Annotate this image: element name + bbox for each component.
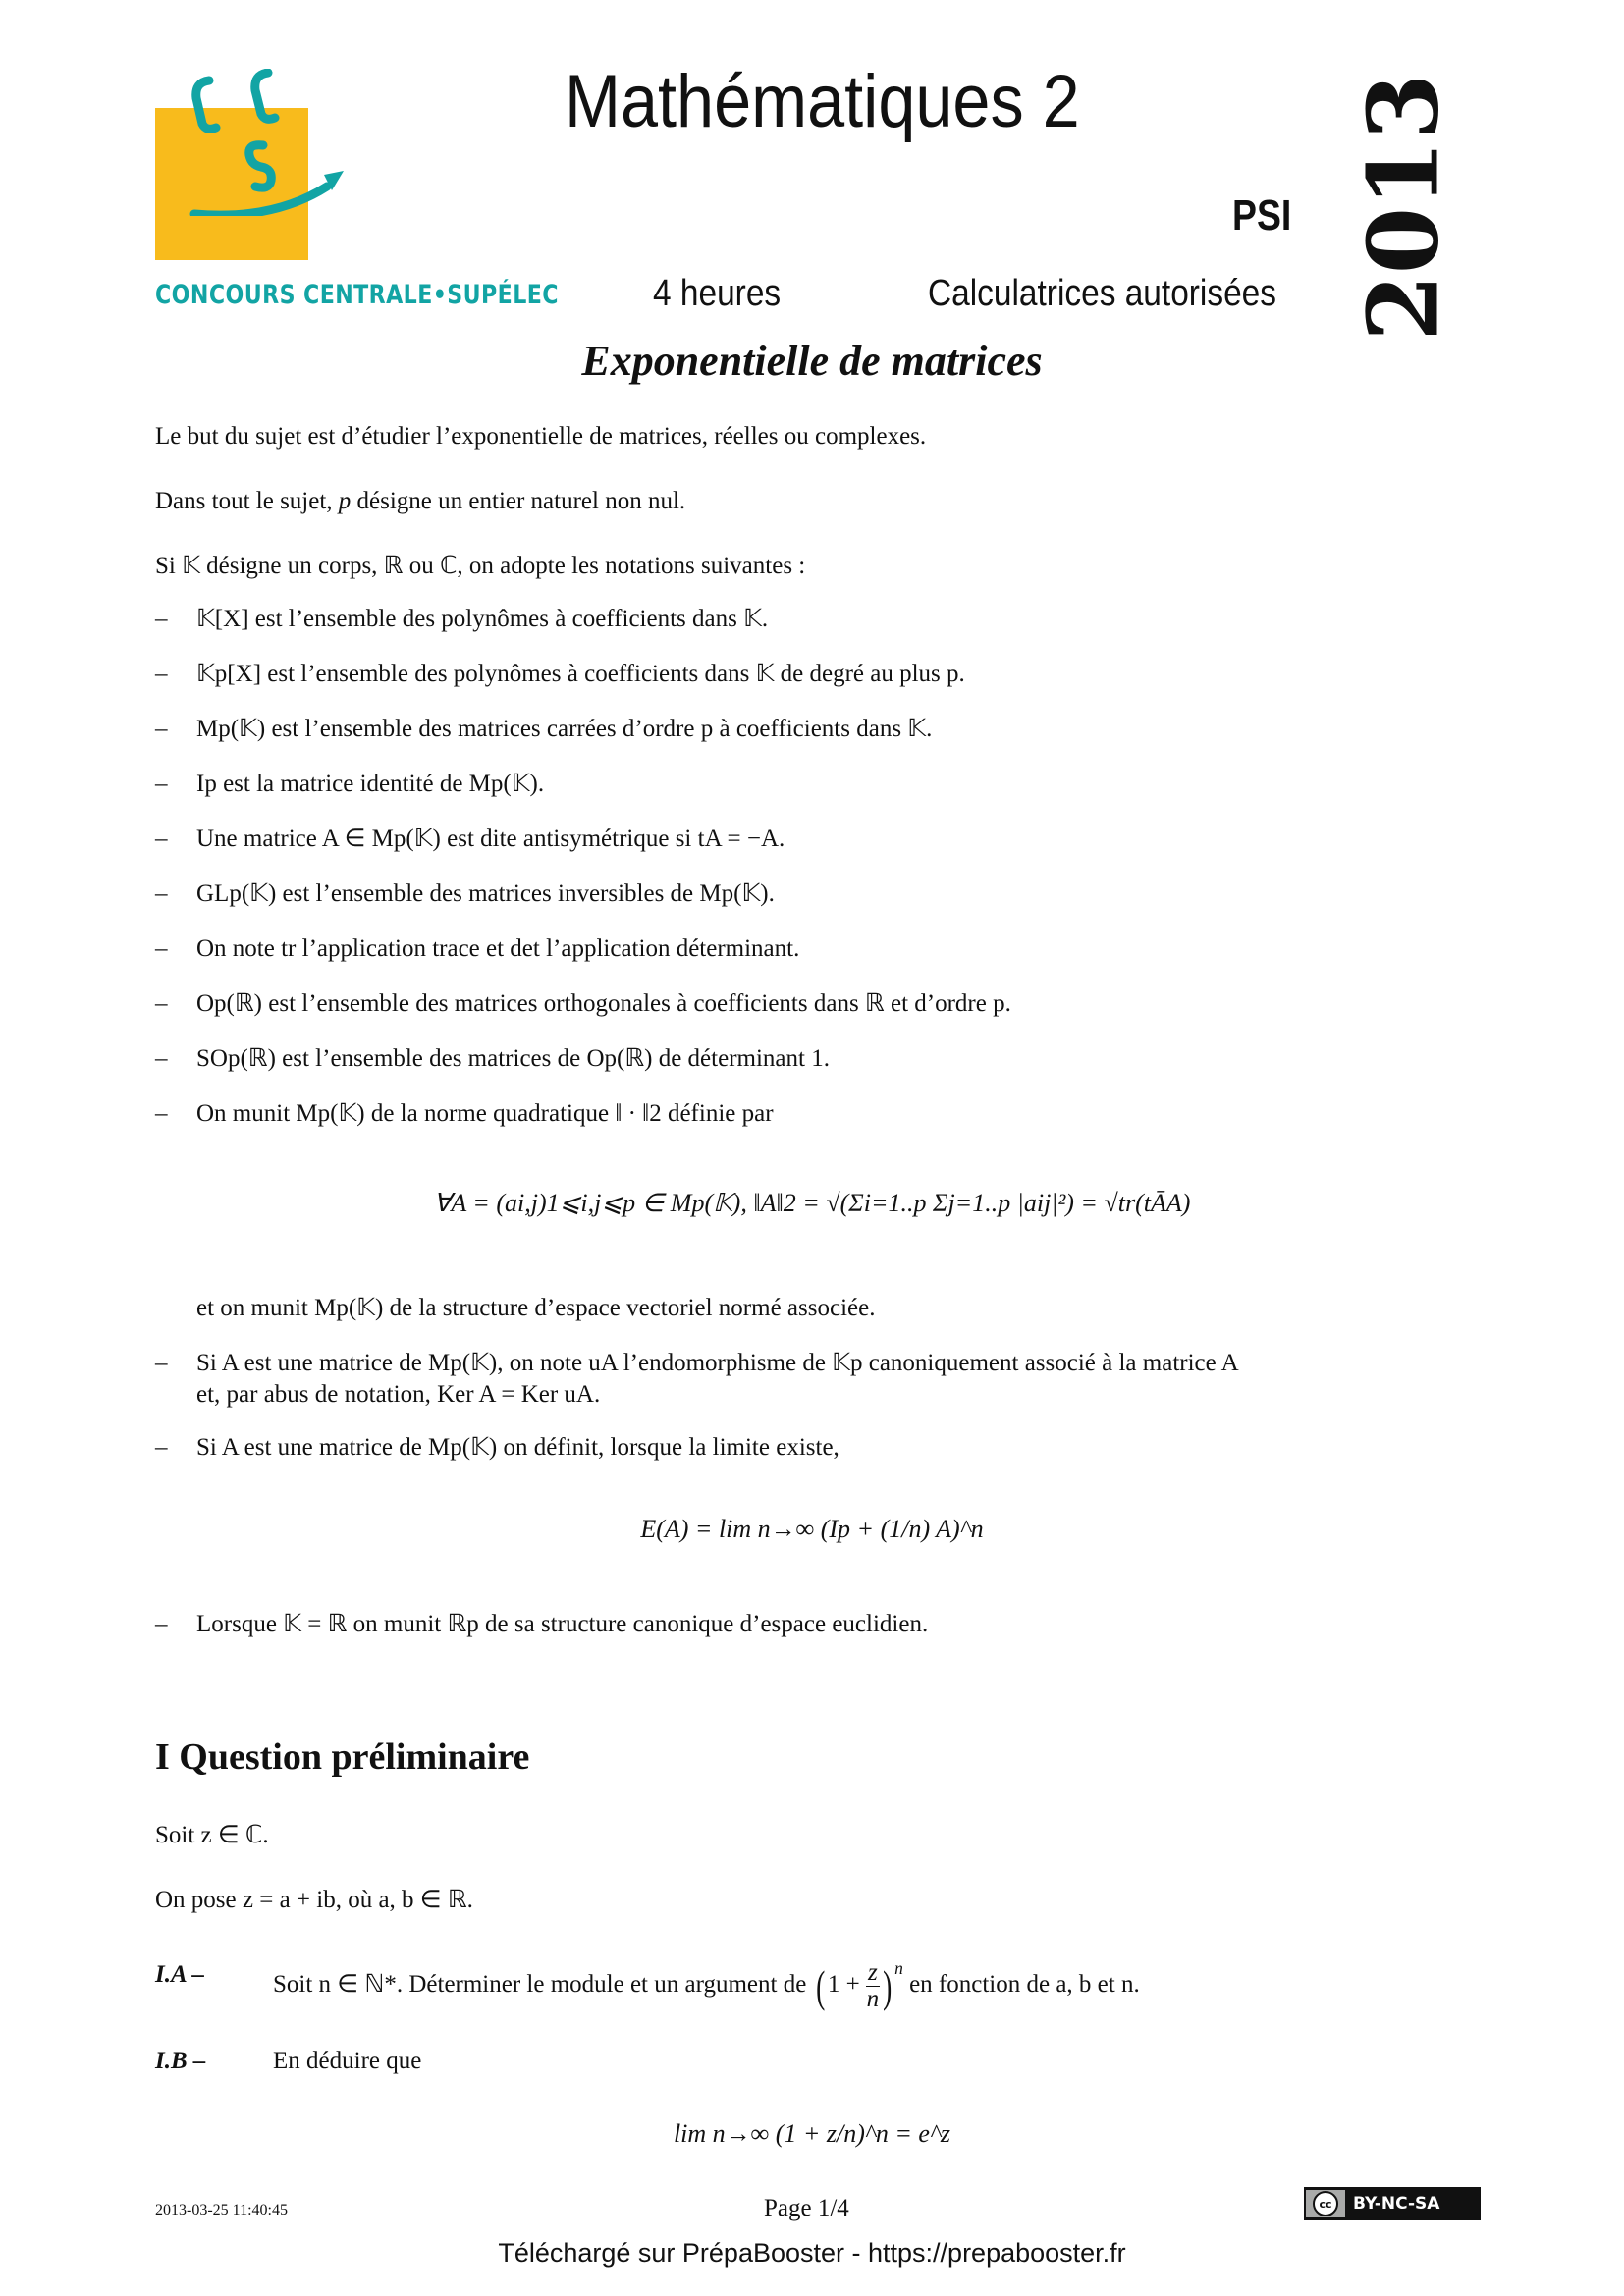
list-bullet-dash: – [155,1350,168,1376]
question-IB-text: En déduire que [273,2048,422,2074]
exam-title: Mathématiques 2 [565,60,1080,143]
notation-item: Ip est la matrice identité de Mp(𝕂). [196,771,545,797]
notation-item: Si A est une matrice de Mp(𝕂), on note uA l’endomorphisme de 𝕂p canoniquement associé à la matrice A [196,1350,1239,1376]
exam-year: 2013 [1347,73,1461,342]
list-bullet-dash: – [155,1100,168,1127]
subject-title: Exponentielle de matrices [581,337,1043,385]
list-bullet-dash: – [155,935,168,962]
exp-definition-formula: E(A) = lim n→∞ (Ip + (1/n) A)^n [640,1515,984,1543]
section-paragraph-2: On pose z = a + ib, où a, b ∈ ℝ. [155,1887,473,1913]
list-bullet-dash: – [155,771,168,797]
cc-icon [1306,2190,1345,2217]
list-bullet-dash: – [155,826,168,852]
limit-formula: lim n→∞ (1 + z/n)^n = e^z [673,2119,951,2148]
license-label: BY-NC-SA [1353,2194,1440,2214]
section-paragraph-1: Soit z ∈ ℂ. [155,1822,269,1848]
section-title: I Question préliminaire [155,1736,530,1778]
list-bullet-dash: – [155,1434,168,1461]
intro-paragraph-1: Le but du sujet est d’étudier l’exponentielle de matrices, réelles ou complexes. [155,423,927,450]
list-bullet-dash: – [155,1045,168,1072]
cc-glyph: cc [1313,2191,1338,2216]
notation-item: On munit Mp(𝕂) de la norme quadratique ‖ · ‖2 définie par [196,1100,774,1127]
footer-timestamp: 2013-03-25 11:40:45 [155,2202,288,2218]
license-badge [1304,2187,1481,2220]
logo-ccs-icon [155,69,361,216]
norm-formula: ∀A = (ai,j)1⩽i,j⩽p ∈ Mp(𝕂), ‖A‖2 = √(Σi=1..p Σj=1..p |aij|²) = √tr(tĀA) [433,1189,1191,1217]
list-bullet-dash: – [155,990,168,1017]
question-label-IB: I.B – [155,2048,206,2074]
notation-item: SOp(ℝ) est l’ensemble des matrices de Op(ℝ) de déterminant 1. [196,1045,830,1072]
notation-item: Op(ℝ) est l’ensemble des matrices orthogonales à coefficients dans ℝ et d’ordre p. [196,990,1011,1017]
list-bullet-dash: – [155,881,168,907]
download-source-link[interactable]: Téléchargé sur PrépaBooster - https://prepabooster.fr [498,2238,1126,2268]
question-text: Soit n ∈ ℕ*. Déterminer le module et un argument de [273,1971,807,1999]
fraction-z-over-n: $\frac{z}{n}$ [866,1959,880,2012]
exam-duration: 4 heures [653,273,782,314]
list-bullet-dash: – [155,716,168,742]
notation-item: Une matrice A ∈ Mp(𝕂) est dite antisymétrique si tA = −A. [196,826,785,852]
question-text: en fonction de a, b et n. [909,1971,1140,1999]
page-number: Page 1/4 [764,2195,849,2221]
intro-text: désigne un entier naturel non nul. [351,488,686,514]
paren-close: ) [882,1960,892,2011]
intro-var: p [338,488,352,514]
filiere-label: PSI [1232,191,1292,240]
notation-item: Mp(𝕂) est l’ensemble des matrices carrées d’ordre p à coefficients dans 𝕂. [196,716,933,742]
list-bullet-dash: – [155,606,168,632]
intro-paragraph-3: Si 𝕂 désigne un corps, ℝ ou ℂ, on adopte les notations suivantes : [155,553,806,579]
intro-paragraph-2 [155,487,685,516]
intro-text: Dans tout le sujet, [155,488,339,514]
notation-item: 𝕂[X] est l’ensemble des polynômes à coefficients dans 𝕂. [196,606,769,632]
question-IA-text: Soit n ∈ ℕ*. Déterminer le module et un argument de ( 1 + $\frac{z}{n}$ ) $^n$ en fonction de a, b et n. [273,1958,1140,2012]
calculator-policy: Calculatrices autorisées [928,273,1276,314]
question-label-IA: I.A – [155,1961,205,1988]
list-bullet-dash: – [155,1611,168,1637]
list-bullet-dash: – [155,661,168,687]
notation-item: GLp(𝕂) est l’ensemble des matrices inversibles de Mp(𝕂). [196,881,775,907]
notation-item: et on munit Mp(𝕂) de la structure d’espace vectoriel normé associée. [196,1295,876,1321]
paren-open: ( [815,1960,825,2011]
notation-item: On note tr l’application trace et det l’application déterminant. [196,935,800,962]
notation-item: 𝕂p[X] est l’ensemble des polynômes à coefficients dans 𝕂 de degré au plus p. [196,661,965,687]
notation-item: et, par abus de notation, Ker A = Ker uA. [196,1381,601,1408]
logo-text: CONCOURS CENTRALE•SUPÉLEC [155,280,559,310]
notation-item: Si A est une matrice de Mp(𝕂) on définit, lorsque la limite existe, [196,1434,839,1461]
notation-item: Lorsque 𝕂 = ℝ on munit ℝp de sa structure canonique d’espace euclidien. [196,1611,929,1637]
